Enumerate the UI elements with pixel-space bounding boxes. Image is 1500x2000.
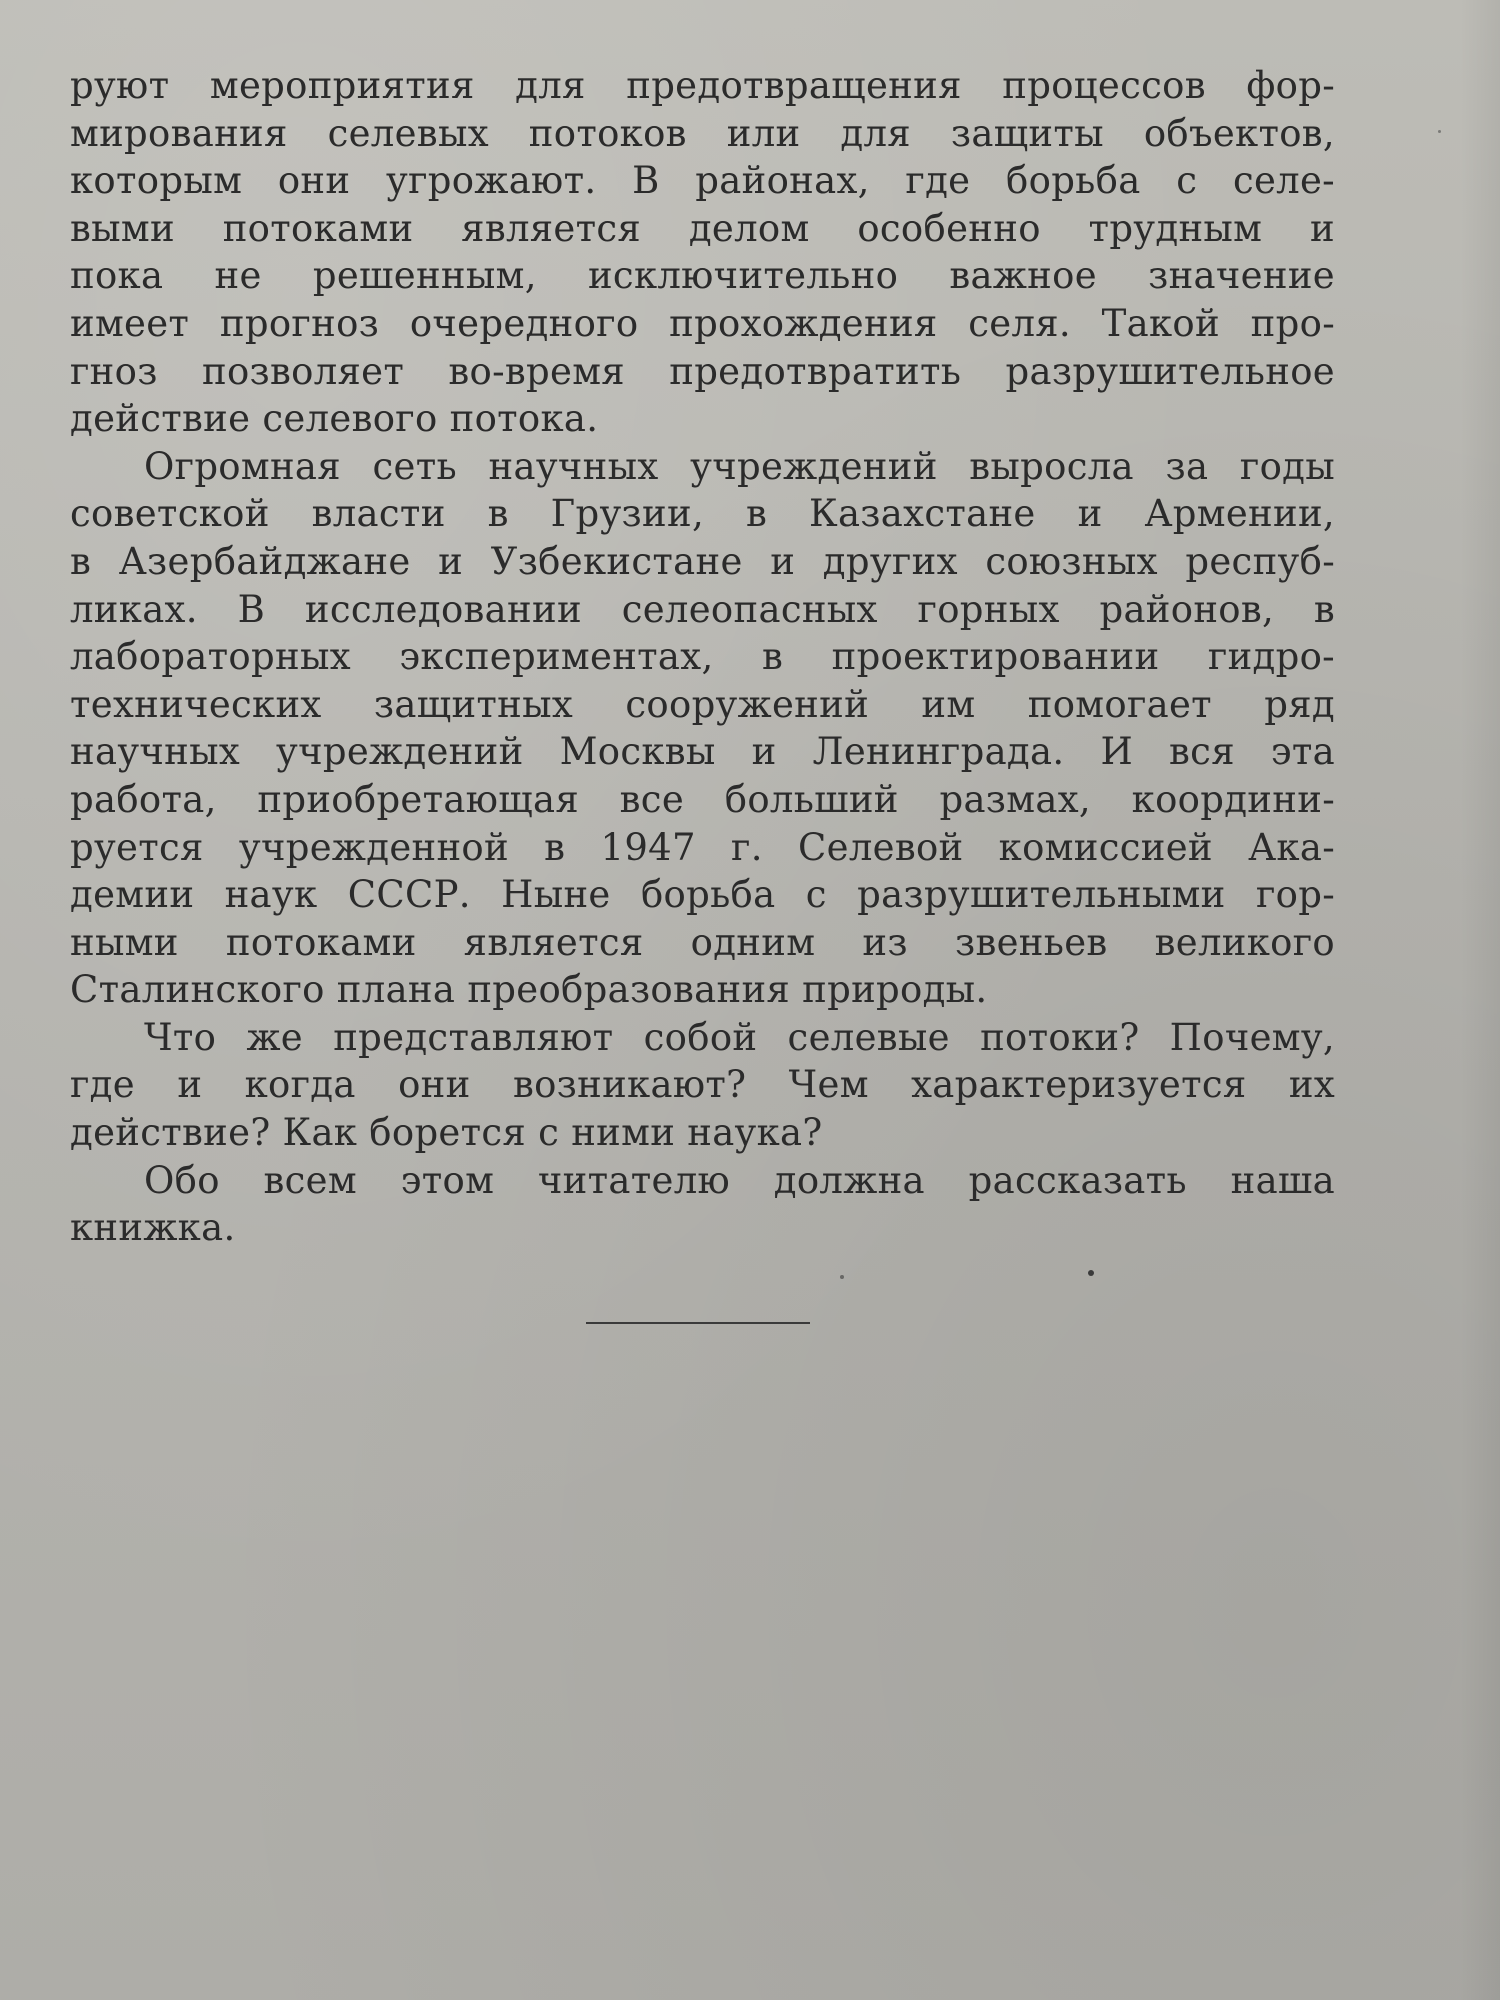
- text-line: которым они угрожают. В районах, где борьба с селе-: [70, 159, 1335, 203]
- text-line: Сталинского плана преобразования природы.: [70, 968, 988, 1012]
- text-line: технических защитных сооружений им помогает ряд: [70, 682, 1335, 726]
- text-line: гноз позволяет во-время предотвратить разрушительное: [70, 349, 1335, 393]
- book-page-text: [70, 62, 1335, 1252]
- paper-speck: [1438, 130, 1441, 133]
- paragraph-4: [70, 1157, 1335, 1252]
- text-line: лабораторных экспериментах, в проектировании гидро-: [70, 635, 1335, 679]
- text-line: где и когда они возникают? Чем характеризуется их: [70, 1063, 1335, 1107]
- page-edge-shadow: [1460, 0, 1500, 2000]
- text-line: Огромная сеть научных учреждений выросла за годы: [144, 444, 1335, 488]
- text-line: Что же представляют собой селевые потоки? Почему,: [144, 1015, 1335, 1059]
- text-line: Обо всем этом читателю должна рассказать наша: [144, 1158, 1335, 1202]
- text-line: выми потоками является делом особенно трудным и: [70, 206, 1335, 250]
- text-line: действие селевого потока.: [70, 397, 599, 441]
- text-line: работа, приобретающая все больший размах, координи-: [70, 777, 1335, 821]
- paragraph-3: [70, 1014, 1335, 1157]
- paragraph-2: [70, 443, 1335, 1014]
- text-line: ликах. В исследовании селеопасных горных районов, в: [70, 587, 1335, 631]
- section-end-rule: [586, 1322, 810, 1324]
- text-line: руется учрежденной в 1947 г. Селевой комиссией Ака-: [70, 825, 1335, 869]
- text-line: советской власти в Грузии, в Казахстане и Армении,: [70, 492, 1335, 536]
- paragraph-1: [70, 62, 1335, 443]
- text-line: демии наук СССР. Ныне борьба с разрушительными гор-: [70, 873, 1335, 917]
- text-line: пока не решенным, исключительно важное значение: [70, 254, 1335, 298]
- text-line: действие? Как борется с ними наука?: [70, 1111, 823, 1155]
- text-line: руют мероприятия для предотвращения процессов фор-: [70, 64, 1335, 107]
- text-line: мирования селевых потоков или для защиты объектов,: [70, 111, 1335, 155]
- text-line: ными потоками является одним из звеньев великого: [70, 920, 1335, 964]
- text-line: книжка.: [70, 1206, 236, 1250]
- text-line: в Азербайджане и Узбекистане и других союзных респуб-: [70, 539, 1335, 583]
- text-line: имеет прогноз очередного прохождения селя. Такой про-: [70, 301, 1335, 345]
- text-line: научных учреждений Москвы и Ленинграда. И вся эта: [70, 730, 1335, 774]
- paper-speck: [840, 1275, 844, 1279]
- paper-speck: [1088, 1270, 1094, 1276]
